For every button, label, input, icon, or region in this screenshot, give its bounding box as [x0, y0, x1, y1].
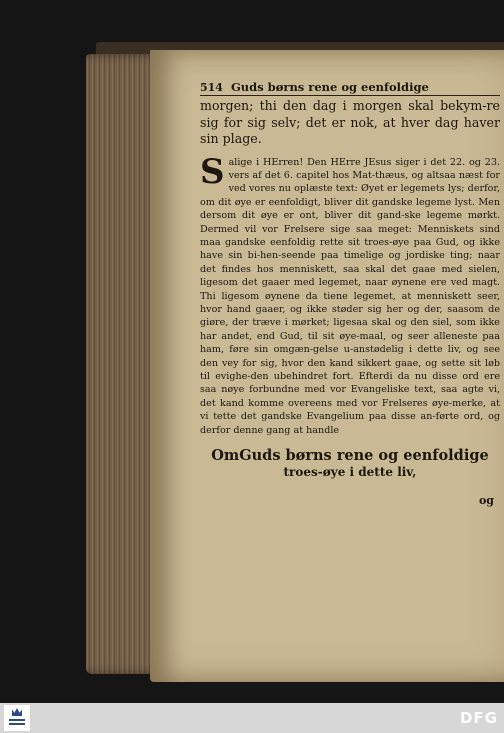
body-paragraph: [200, 151, 500, 438]
page-header: [200, 80, 500, 96]
royal-library-crown-icon[interactable]: [4, 705, 30, 731]
page-text-block: [200, 80, 500, 507]
body-text: alige i HErren! Den HErre JEsus siger i det 22. og 23. vers af det 6. capitel hos Mat-thæus, og altsaa næst for ved vores nu oplæste text: Øyet er legemets lys; derfor, om dit øye er eenfoldigt, bliver dit gandske legeme lyst. Men dersom dit øye er ont, bliver dit gand-ske legeme mørkt. Dermed vil vor Frelsere sige saa meget: Menniskets sind maa gandske eenfoldig rette sit troes-øye paa Gud, og ikke have sin bi-hen-seende paa timelige og jordiske ting; naar det findes hos menniskett, saa skal det gaae med sielen, ligesom det gaaer med legemet, naar øynene ere ved magt. Thi ligesom øynene da tiene legemet, at menniskett seer, hvor hand gaaer, og ikke støder sig her og der, saasom de giøre, der træve i mørket; ligesaa skal og den siel, som ikke har andet, end Gud, til sit øye-maal, og seer alleneste paa ham, føre sin omgæn-gelse u-anstødelig i dette liv, og see den vey for sig, hvor den kand sikkert gaae, og sette sit løb til evighe-den ubehindret fort. Efterdi da nu disse ord ere saa nøye forbundne med vor Evangeliske text, saa agte vi, det kand komme overeens med vor Frelseres øye-merke, at vi tette det gandske Evangelium paa disse an-førte ord, og derfor denne gang at handle: [200, 156, 500, 436]
section-subheading: troes-øye i dette liv,: [283, 465, 417, 480]
catchword: og: [478, 494, 494, 508]
book-page: [150, 50, 504, 682]
running-head: Guds børns rene og eenfoldige: [230, 80, 429, 94]
viewer-footer: [0, 703, 504, 733]
lead-text: morgen; thi den dag i morgen skal bekym-re sig for sig selv; det er nok, at hver dag haver sin plage.: [200, 98, 500, 146]
drop-cap: S: [200, 151, 225, 192]
page-number: 514: [200, 81, 223, 94]
dfg-logo[interactable]: DFG: [459, 709, 498, 727]
book-scan: [86, 42, 504, 682]
section-heading: OmGuds børns rene og eenfoldige: [211, 447, 489, 465]
